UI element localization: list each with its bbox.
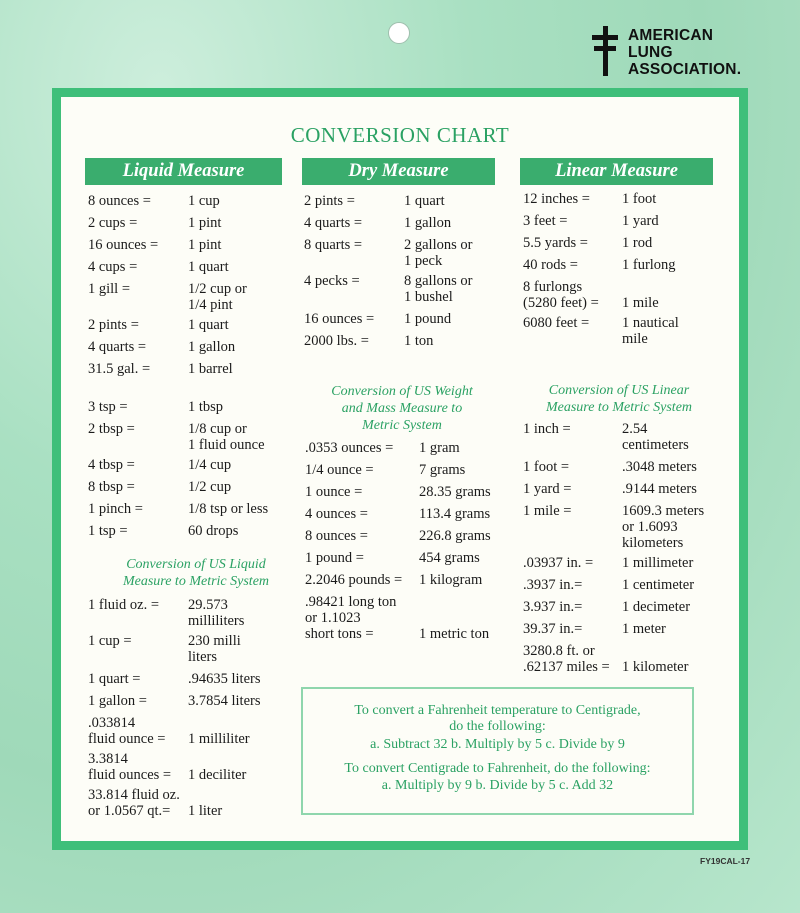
liquid-row-unit: 1 tsp = [88, 523, 128, 539]
weight-metric-row-equivalent: 1 metric ton [419, 626, 490, 642]
liquid-row-equivalent: 1/8 cup or 1 fluid ounce [188, 421, 265, 453]
liquid-metric-row-unit: 1 gallon = [88, 693, 147, 709]
linear-metric-row-equivalent: 1 meter [622, 621, 666, 637]
liquid-row-equivalent: 1 quart [188, 259, 229, 275]
weight-metric-heading: Conversion of US Weight and Mass Measure to Metric System [331, 384, 473, 433]
hanging-hole [388, 22, 410, 44]
linear-metric-row-unit: 3.937 in.= [523, 599, 583, 615]
dry-row-unit: 2 pints = [304, 193, 355, 209]
linear-row-unit: 6080 feet = [523, 315, 590, 331]
linear-metric-row-unit: 1 mile = [523, 503, 572, 519]
liquid-row-equivalent: 1 pint [188, 237, 222, 253]
liquid-row-unit: 31.5 gal. = [88, 361, 151, 377]
liquid-metric-row-equivalent: 230 milli liters [188, 633, 241, 665]
linear-row-equivalent: 1 yard [622, 213, 659, 229]
weight-metric-row-unit: .0353 ounces = [305, 440, 394, 456]
liquid-metric-row-equivalent: 29.573 milliliters [188, 597, 245, 629]
chart-frame [52, 88, 748, 850]
liquid-row-equivalent: 1 pint [188, 215, 222, 231]
linear-metric-row-equivalent: 2.54 centimeters [622, 421, 689, 453]
weight-metric-row-unit: 4 ounces = [305, 506, 368, 522]
dry-row-unit: 4 pecks = [304, 273, 360, 289]
linear-metric-row-equivalent: 1 decimeter [622, 599, 691, 615]
linear-row-equivalent: 1 nautical mile [622, 315, 679, 347]
weight-metric-row-unit: .98421 long ton or 1.1023 short tons = [305, 594, 397, 642]
page-title: CONVERSION CHART [290, 123, 510, 147]
linear-metric-row-unit: 1 yard = [523, 481, 572, 497]
dry-row-unit: 2000 lbs. = [304, 333, 369, 349]
weight-metric-row-equivalent: 454 grams [419, 550, 480, 566]
temperature-conversion-box [301, 687, 694, 815]
weight-metric-row-unit: 1/4 ounce = [305, 462, 374, 478]
liquid-metric-row-unit: 1 fluid oz. = [88, 597, 159, 613]
liquid-metric-row-unit: 1 cup = [88, 633, 132, 649]
liquid-row-unit: 8 tbsp = [88, 479, 135, 495]
dry-row-equivalent: 1 pound [404, 311, 452, 327]
liquid-row-equivalent: 60 drops [188, 523, 239, 539]
dry-row-equivalent: 1 gallon [404, 215, 452, 231]
linear-row-unit: 40 rods = [523, 257, 578, 273]
dry-measure-heading: Dry Measure [302, 158, 495, 185]
linear-metric-row-unit: 1 inch = [523, 421, 571, 437]
liquid-row-unit: 2 pints = [88, 317, 139, 333]
linear-metric-row-unit: 1 foot = [523, 459, 570, 475]
linear-row-equivalent: 1 furlong [622, 257, 676, 273]
linear-metric-row-equivalent: 1609.3 meters or 1.6093 kilometers [622, 503, 705, 551]
liquid-metric-row-unit: .033814 fluid ounce = [88, 715, 166, 747]
linear-row-unit: 5.5 yards = [523, 235, 588, 251]
liquid-row-unit: 4 tbsp = [88, 457, 135, 473]
linear-row-unit: 3 feet = [523, 213, 568, 229]
liquid-metric-row-unit: 3.3814 fluid ounces = [88, 751, 172, 783]
weight-metric-row-equivalent: 28.35 grams [419, 484, 491, 500]
liquid-row-equivalent: 1/2 cup [188, 479, 232, 495]
liquid-row-unit: 4 cups = [88, 259, 138, 275]
dry-row-unit: 16 ounces = [304, 311, 375, 327]
linear-metric-row-unit: 3280.8 ft. or .62137 miles = [523, 643, 610, 675]
chart-card [61, 97, 739, 841]
weight-metric-row-unit: 8 ounces = [305, 528, 368, 544]
liquid-metric-row-equivalent: 1 deciliter [188, 767, 247, 783]
liquid-row-unit: 8 ounces = [88, 193, 151, 209]
weight-metric-row-unit: 2.2046 pounds = [305, 572, 403, 588]
liquid-row-equivalent: 1/8 tsp or less [188, 501, 269, 517]
liquid-row-equivalent: 1 quart [188, 317, 229, 333]
liquid-row-equivalent: 1 tbsp [188, 399, 224, 415]
linear-metric-row-equivalent: .3048 meters [622, 459, 697, 475]
logo-line-3: ASSOCIATION. [628, 61, 742, 78]
double-cross-icon [592, 26, 618, 76]
linear-row-unit: 12 inches = [523, 191, 590, 207]
weight-metric-row-equivalent: 7 grams [419, 462, 466, 478]
linear-row-unit: 8 furlongs (5280 feet) = [523, 279, 599, 311]
linear-row-equivalent: 1 foot [622, 191, 657, 207]
centigrade-to-fahrenheit-intro: To convert Centigrade to Fahrenheit, do the following: [344, 761, 651, 776]
weight-metric-row-equivalent: 1 kilogram [419, 572, 483, 588]
logo-text [628, 27, 741, 78]
liquid-row-unit: 3 tsp = [88, 399, 128, 415]
liquid-metric-row-equivalent: 3.7854 liters [188, 693, 261, 709]
weight-metric-row-equivalent: 1 gram [419, 440, 460, 456]
liquid-row-unit: 16 ounces = [88, 237, 159, 253]
dry-row-equivalent: 1 quart [404, 193, 445, 209]
liquid-measure-heading: Liquid Measure [85, 158, 282, 185]
liquid-row-unit: 2 cups = [88, 215, 138, 231]
linear-row-equivalent: 1 rod [622, 235, 653, 251]
liquid-row-unit: 2 tbsp = [88, 421, 135, 437]
linear-metric-row-unit: 39.37 in.= [523, 621, 583, 637]
fahrenheit-to-centigrade-intro: To convert a Fahrenheit temperature to Centigrade, do the following: [354, 703, 641, 734]
weight-metric-row-equivalent: 226.8 grams [419, 528, 491, 544]
dry-row-unit: 8 quarts = [304, 237, 363, 253]
liquid-row-equivalent: 1/4 cup [188, 457, 232, 473]
fahrenheit-to-centigrade-steps: a. Subtract 32 b. Multiply by 5 c. Divide by 9 [370, 737, 625, 752]
weight-metric-row-equivalent: 113.4 grams [419, 506, 491, 522]
linear-metric-row-equivalent: 1 millimeter [622, 555, 694, 571]
liquid-row-equivalent: 1 cup [188, 193, 220, 209]
weight-metric-row-unit: 1 ounce = [305, 484, 363, 500]
logo-line-2: LUNG [628, 44, 673, 61]
liquid-row-equivalent: 1 barrel [188, 361, 233, 377]
linear-metric-row-unit: .3937 in.= [523, 577, 583, 593]
liquid-row-unit: 4 quarts = [88, 339, 147, 355]
liquid-row-equivalent: 1/2 cup or 1/4 pint [188, 281, 247, 313]
dry-row-equivalent: 2 gallons or 1 peck [404, 237, 473, 269]
centigrade-to-fahrenheit-steps: a. Multiply by 9 b. Divide by 5 c. Add 32 [381, 778, 614, 793]
logo-line-1: AMERICAN [628, 27, 714, 44]
dry-row-equivalent: 8 gallons or 1 bushel [404, 273, 473, 305]
footer-code: FY19CAL-17 [700, 856, 751, 866]
linear-row-equivalent: 1 mile [622, 295, 659, 311]
liquid-metric-heading: Conversion of US Liquid Measure to Metric System [122, 557, 270, 589]
liquid-row-unit: 1 gill = [88, 281, 131, 297]
american-lung-association-logo [588, 24, 758, 79]
liquid-metric-row-equivalent: 1 milliliter [188, 731, 250, 747]
liquid-row-unit: 1 pinch = [88, 501, 143, 517]
linear-metric-row-equivalent: 1 centimeter [622, 577, 695, 593]
dry-row-unit: 4 quarts = [304, 215, 363, 231]
liquid-metric-row-equivalent: .94635 liters [188, 671, 261, 687]
dry-row-equivalent: 1 ton [404, 333, 434, 349]
linear-metric-row-equivalent: .9144 meters [622, 481, 697, 497]
liquid-metric-row-unit: 33.814 fluid oz. or 1.0567 qt.= [88, 787, 180, 819]
linear-metric-row-equivalent: 1 kilometer [622, 659, 689, 675]
linear-measure-heading: Linear Measure [520, 158, 713, 185]
weight-metric-row-unit: 1 pound = [305, 550, 364, 566]
liquid-metric-row-unit: 1 quart = [88, 671, 141, 687]
liquid-row-equivalent: 1 gallon [188, 339, 236, 355]
liquid-metric-row-equivalent: 1 liter [188, 803, 223, 819]
linear-metric-row-unit: .03937 in. = [523, 555, 594, 571]
linear-metric-heading: Conversion of US Linear Measure to Metric System [545, 383, 693, 415]
